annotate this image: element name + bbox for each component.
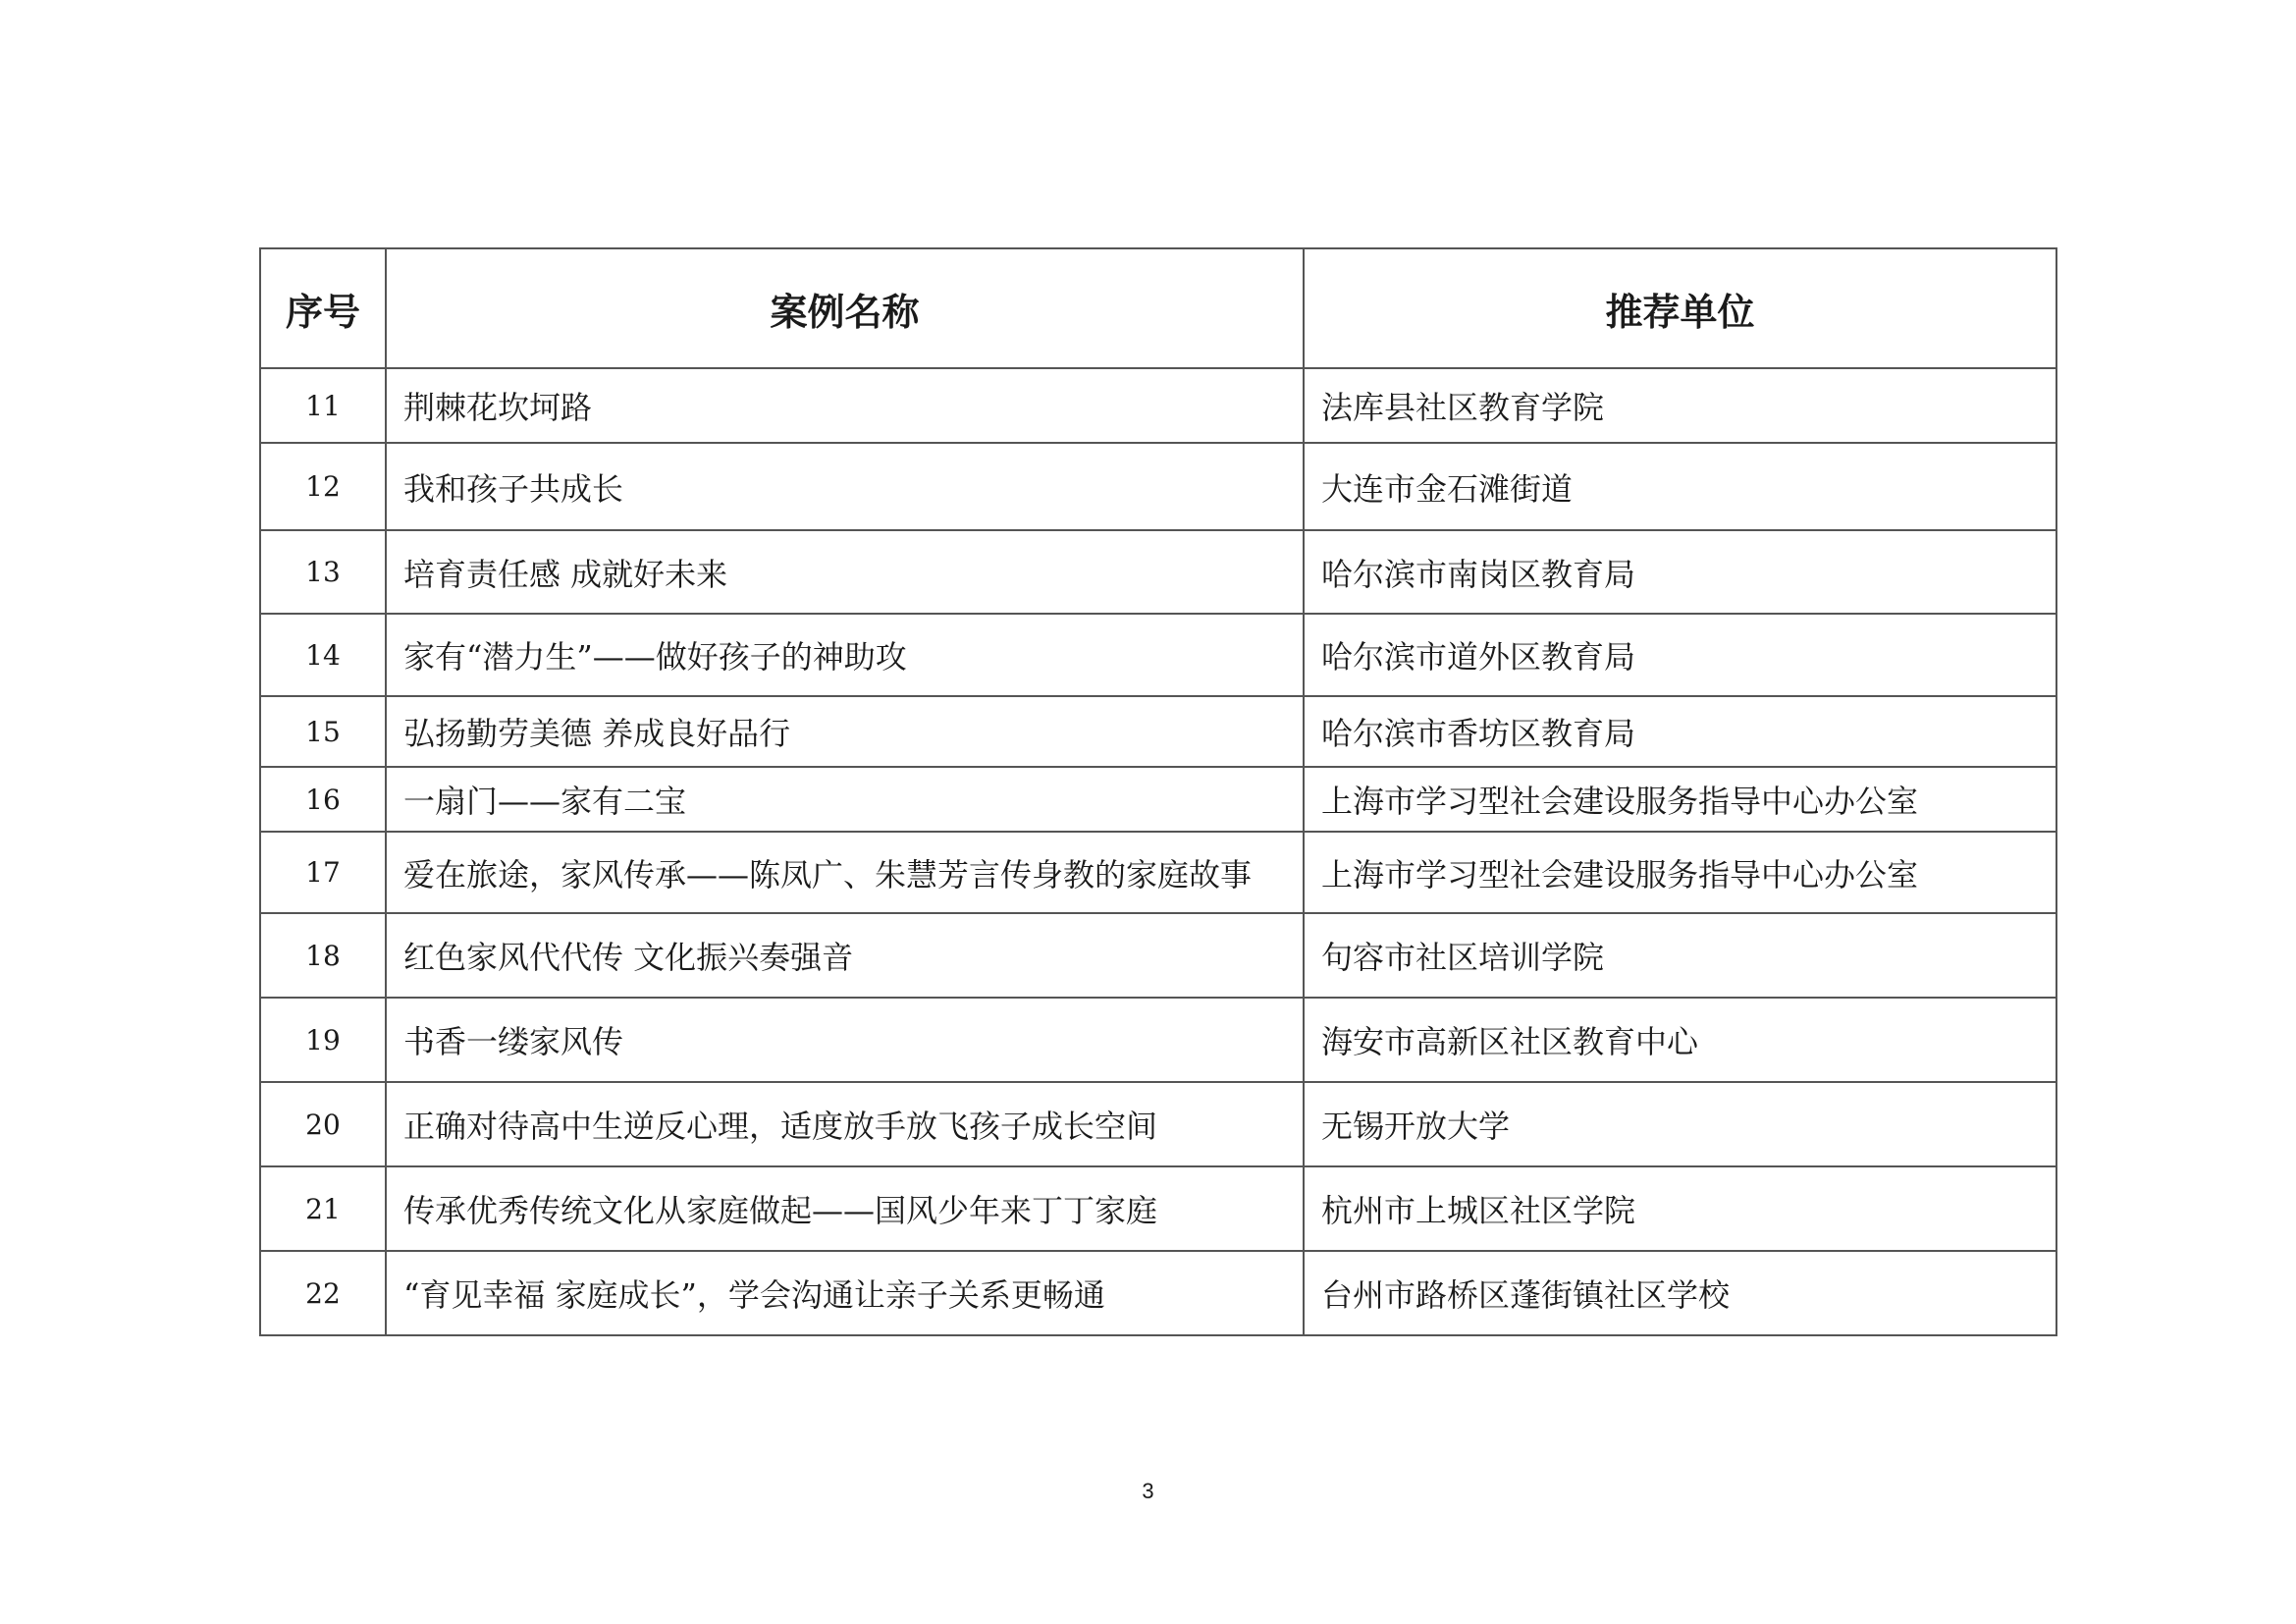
table-row xyxy=(260,1166,2056,1251)
table-row xyxy=(260,443,2056,530)
page-number: 3 xyxy=(1142,1479,1154,1503)
case-name: 传承优秀传统文化从家庭做起——国风少年来丁丁家庭 xyxy=(386,1166,1304,1251)
recommending-unit: 大连市金石滩街道 xyxy=(1304,443,2056,530)
case-name: 弘扬勤劳美德 养成良好品行 xyxy=(386,696,1304,767)
recommending-unit: 上海市学习型社会建设服务指导中心办公室 xyxy=(1304,767,2056,832)
row-number: 11 xyxy=(260,368,386,443)
row-number: 22 xyxy=(260,1251,386,1335)
row-number: 16 xyxy=(260,767,386,832)
row-number: 13 xyxy=(260,530,386,614)
recommending-unit: 哈尔滨市南岗区教育局 xyxy=(1304,530,2056,614)
table-row xyxy=(260,1251,2056,1335)
case-table xyxy=(259,247,2057,1336)
recommending-unit: 句容市社区培训学院 xyxy=(1304,913,2056,998)
row-number: 12 xyxy=(260,443,386,530)
table-row xyxy=(260,1082,2056,1166)
case-name: 书香一缕家风传 xyxy=(386,998,1304,1082)
case-name: 家有“潜力生”——做好孩子的神助攻 xyxy=(386,614,1304,696)
header-number: 序号 xyxy=(260,248,386,368)
row-number: 14 xyxy=(260,614,386,696)
case-name: 荆棘花坎坷路 xyxy=(386,368,1304,443)
table-row xyxy=(260,767,2056,832)
table-row xyxy=(260,832,2056,913)
case-name: 爱在旅途，家风传承——陈凤广、朱慧芳言传身教的家庭故事 xyxy=(386,832,1304,913)
row-number: 15 xyxy=(260,696,386,767)
case-name: 红色家风代代传 文化振兴奏强音 xyxy=(386,913,1304,998)
case-name: 培育责任感 成就好未来 xyxy=(386,530,1304,614)
recommending-unit: 台州市路桥区蓬街镇社区学校 xyxy=(1304,1251,2056,1335)
table-row xyxy=(260,998,2056,1082)
row-number: 21 xyxy=(260,1166,386,1251)
header-recommending-unit: 推荐单位 xyxy=(1304,248,2056,368)
table-header-row xyxy=(260,248,2056,368)
recommending-unit: 哈尔滨市香坊区教育局 xyxy=(1304,696,2056,767)
table-row xyxy=(260,368,2056,443)
table-row xyxy=(260,696,2056,767)
row-number: 20 xyxy=(260,1082,386,1166)
row-number: 17 xyxy=(260,832,386,913)
table-row xyxy=(260,530,2056,614)
recommending-unit: 海安市高新区社区教育中心 xyxy=(1304,998,2056,1082)
recommending-unit: 上海市学习型社会建设服务指导中心办公室 xyxy=(1304,832,2056,913)
header-case-name: 案例名称 xyxy=(386,248,1304,368)
case-name: “育见幸福 家庭成长”，学会沟通让亲子关系更畅通 xyxy=(386,1251,1304,1335)
recommending-unit: 杭州市上城区社区学院 xyxy=(1304,1166,2056,1251)
table-row xyxy=(260,913,2056,998)
table-row xyxy=(260,614,2056,696)
row-number: 19 xyxy=(260,998,386,1082)
row-number: 18 xyxy=(260,913,386,998)
recommending-unit: 无锡开放大学 xyxy=(1304,1082,2056,1166)
recommending-unit: 法库县社区教育学院 xyxy=(1304,368,2056,443)
recommending-unit: 哈尔滨市道外区教育局 xyxy=(1304,614,2056,696)
case-name: 一扇门——家有二宝 xyxy=(386,767,1304,832)
case-name: 正确对待高中生逆反心理，适度放手放飞孩子成长空间 xyxy=(386,1082,1304,1166)
case-name: 我和孩子共成长 xyxy=(386,443,1304,530)
